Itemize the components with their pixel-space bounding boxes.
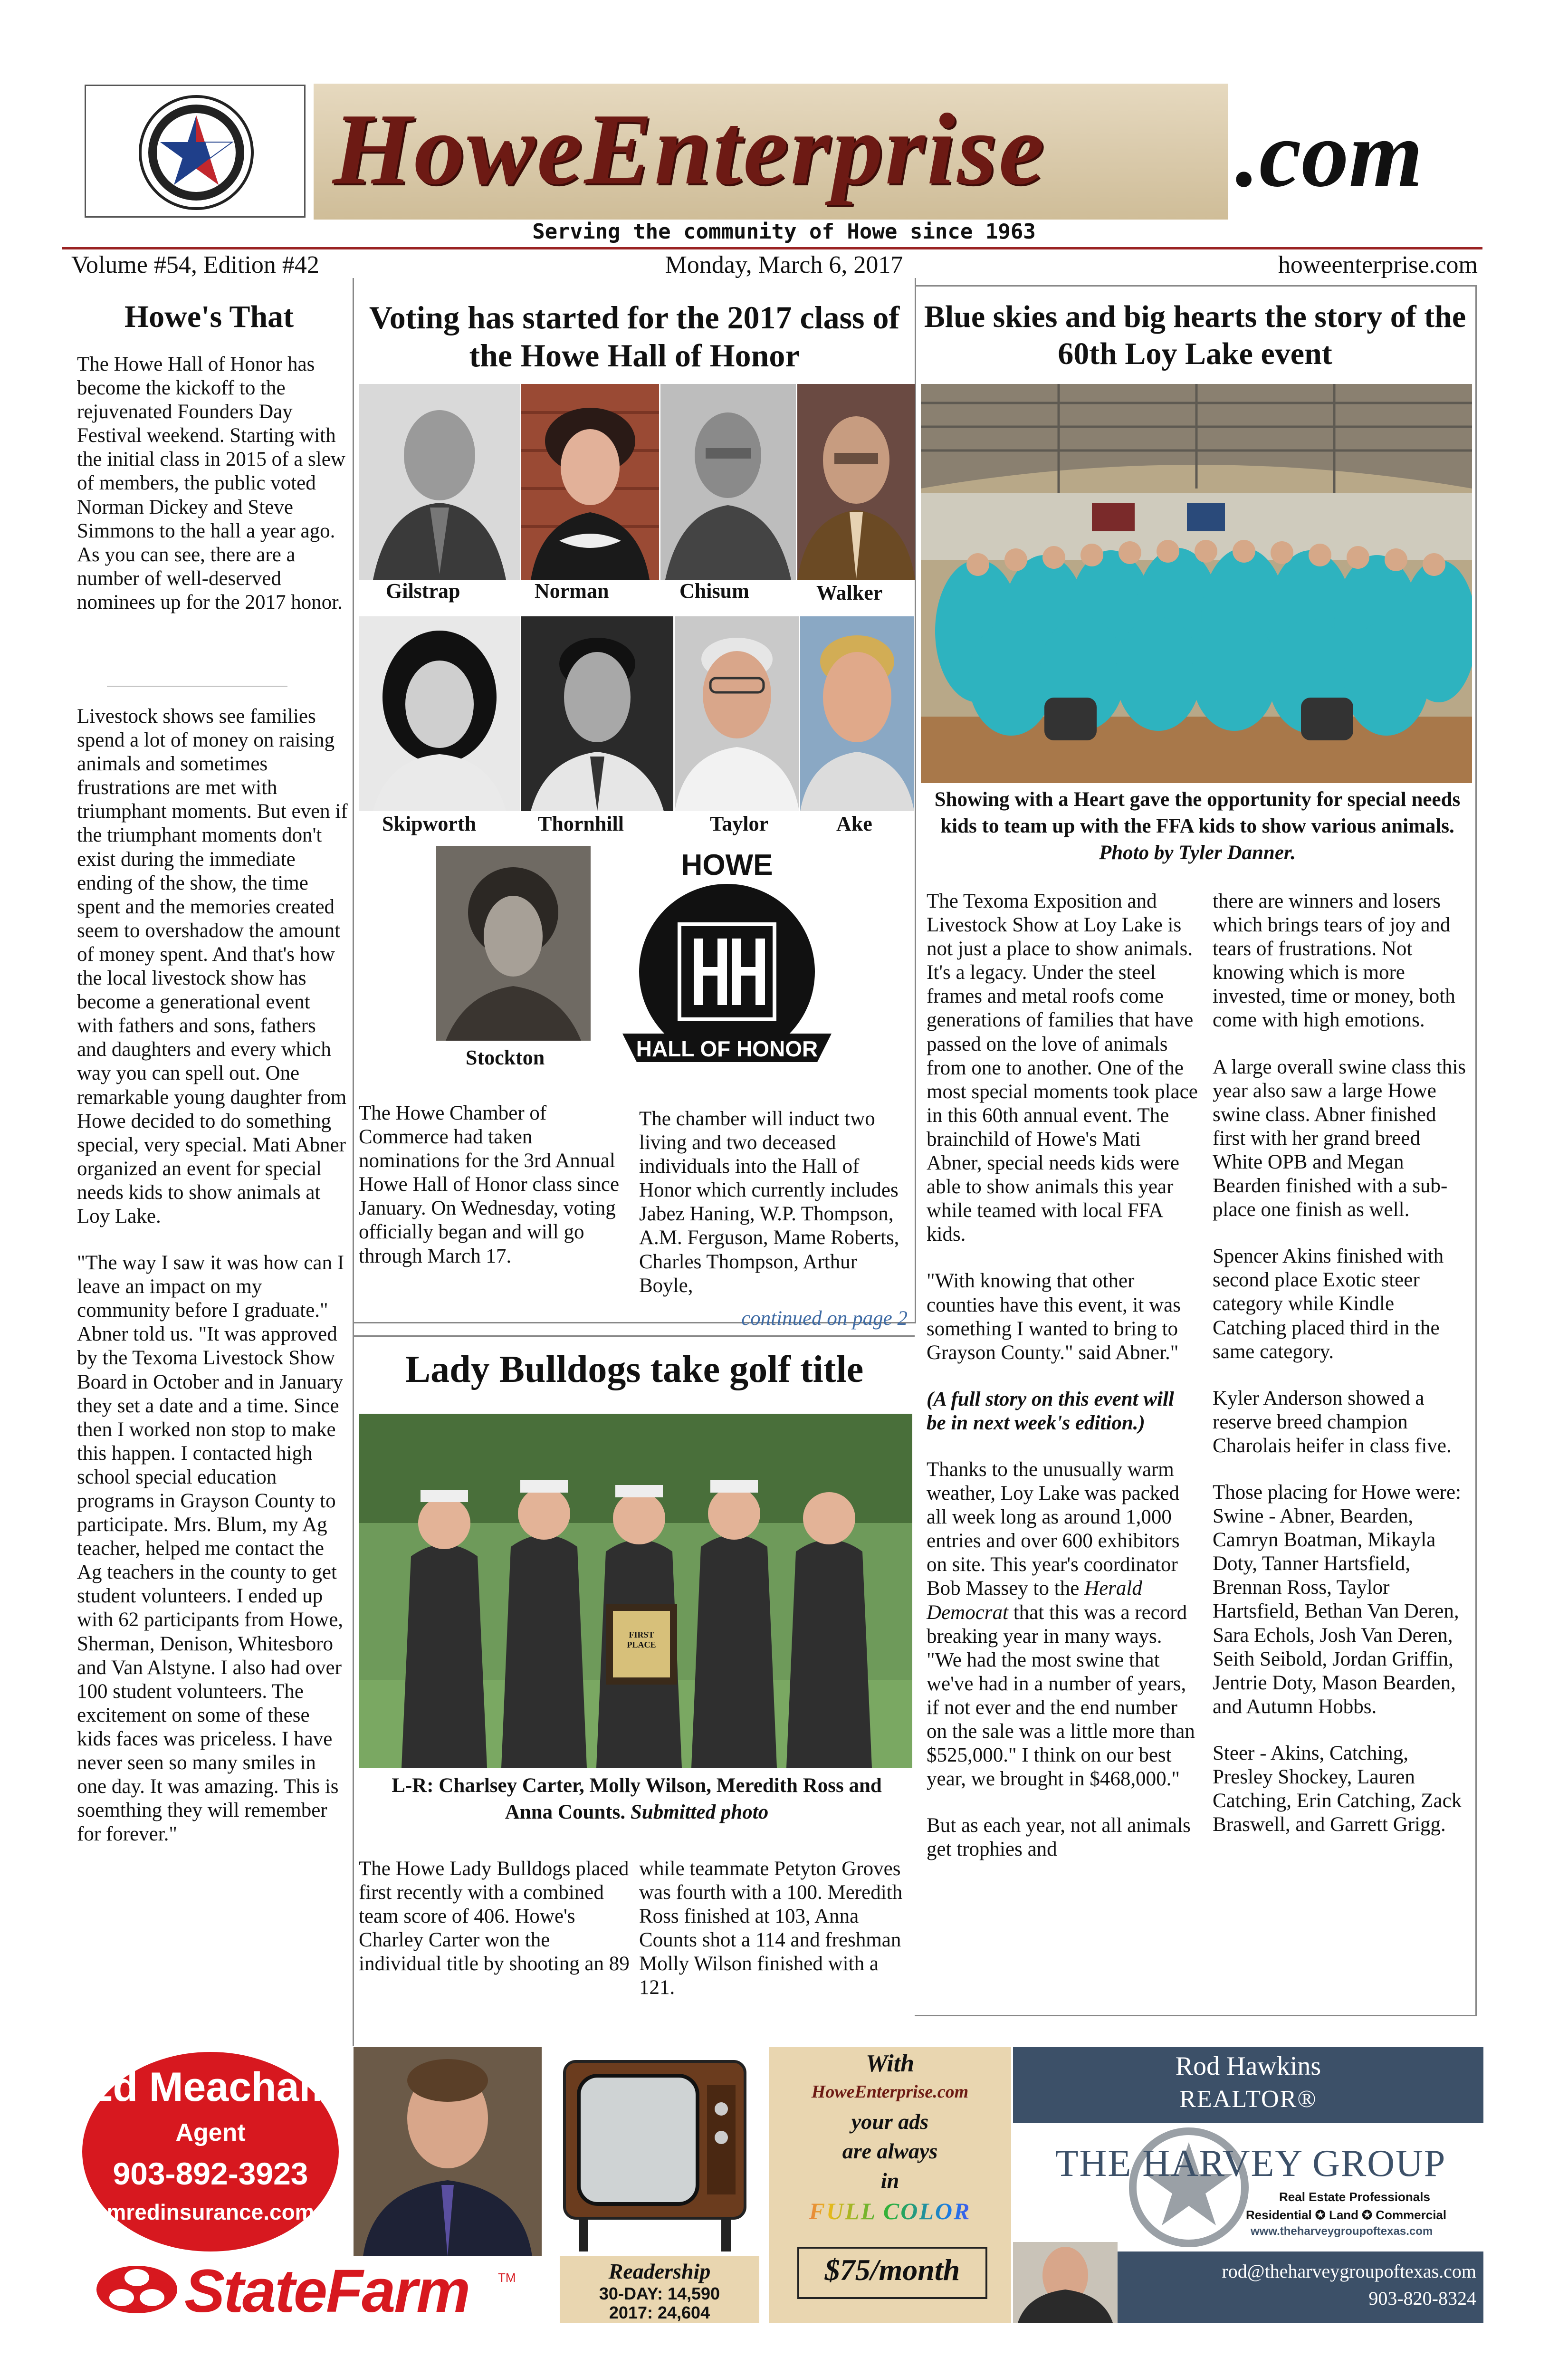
volume-edition: Volume #54, Edition #42 — [71, 251, 319, 278]
hall-logo-top-text: HOWE — [681, 849, 773, 881]
header-rule — [62, 247, 1482, 249]
statefarm-ad[interactable] — [70, 2047, 542, 2323]
vintage-tv-icon — [550, 2047, 759, 2261]
realtor-email[interactable]: rod@theharveygroupoftexas.com — [1222, 2261, 1476, 2282]
agent-name: Ed Meacham — [86, 2064, 335, 2110]
livestock-story-body — [77, 705, 348, 1869]
ad-price: $75/month — [824, 2253, 960, 2287]
promo-line: in — [880, 2168, 899, 2193]
golf-caption-main: L-R: Charlsey Carter, Molly Wilson, Meredith Ross and Anna Counts. — [392, 1774, 882, 1823]
loy-lake-note: (A full story on this event will be in next week's edition.) — [927, 1388, 1174, 1434]
hall-of-honor-col1: The Howe Chamber of Commerce had taken nominations for the 3rd Annual Howe Hall of Honor class since January. On Wednesday, voting officially began and will go through March 17. — [359, 1102, 620, 1267]
agent-phone[interactable]: 903-892-3923 — [113, 2156, 308, 2191]
loy-lake-paragraph-part: that this was a record breaking year in many ways. "We had the most swine that we've had in a number of years, if not ever and the end number on the sale was a little more than $525,000." I think on our best year, we brought in $468,000." — [927, 1601, 1195, 1791]
hall-of-honor-col2: The chamber will induct two living and two deceased individuals into the Hall of Honor which currently includes Jabez Haning, W.P. Thompson, A.M. Ferguson, Mame Roberts, Charles Thompson, Arthur Boyle, — [639, 1108, 899, 1297]
promo-full-color: FULL COLOR — [769, 2197, 1011, 2225]
site-link[interactable]: howeenterprise.com — [1278, 251, 1478, 278]
realtor-website[interactable]: www.theharveygroupoftexas.com — [1251, 2225, 1433, 2238]
nominee-label: Ake — [836, 812, 872, 835]
golf-caption-credit: Submitted photo — [630, 1801, 769, 1823]
readership-stat: 2017: 24,604 — [609, 2303, 710, 2322]
nominee-label: Stockton — [466, 1046, 545, 1069]
nominee-photo-norman — [521, 384, 659, 580]
promo-site: HoweEnterprise.com — [811, 2082, 969, 2102]
howes-that-headline: Howe's That — [124, 299, 294, 334]
readership-stat: 30-DAY: 14,590 — [599, 2284, 720, 2303]
herald-democrat-ref: Herald Democrat — [927, 1577, 1142, 1624]
golf-headline: Lady Bulldogs take golf title — [405, 1349, 864, 1390]
nominee-photo-walker — [797, 384, 915, 580]
hall-logo-banner-text: HALL OF HONOR — [636, 1036, 818, 1061]
loy-lake-paragraph: there are winners and losers which brings tears of joy and tears of frustrations. Not knowing which is more invested, time or money, both come with high emotions. — [1213, 890, 1455, 1032]
realtor-tagline: Real Estate Professionals — [1279, 2190, 1430, 2204]
golf-team-photo — [359, 1414, 912, 1768]
nominee-label: Walker — [816, 581, 883, 604]
realtor-tagline: Residential ✪ Land ✪ Commercial — [1246, 2208, 1447, 2222]
promo-line: are always — [842, 2139, 938, 2163]
box-rule — [915, 2015, 1477, 2016]
trademark-mark: TM — [498, 2271, 516, 2285]
realtor-photo — [1013, 2242, 1118, 2323]
town-seal-logo — [86, 86, 307, 219]
town-seal-box — [85, 85, 306, 218]
promo-line: your ads — [851, 2109, 929, 2134]
nominee-label: Skipworth — [382, 812, 477, 835]
abner-quote-paragraph: "The way I saw it was how can I leave an impact on my community before I graduate." Abner told us. "It was approved by the Texoma Livestock Show Board in October and in January they set a date and a time. Since then I worked non stop to make this happen. I contacted high school special education programs in Grayson County to participate. Mrs. Blum, my Ag teacher, helped me contact the Ag teachers in the county to get student volunteers. I ended up with 62 participants from Howe, Sherman, Denison, Whitesboro and Van Alstyne. I also had over 100 student volunteers. The excitement on some of these kids faces was priceless. I have never seen so many smiles in one day. It was amazing. This is soemthing they will remember for forever." — [77, 1252, 344, 1846]
masthead-dotcom: .com — [1235, 102, 1423, 207]
nominee-photo-ake — [800, 616, 914, 811]
loy-lake-paragraph: Steer - Akins, Catching, Presley Shockey, Lauren Catching, Erin Catching, Zack Braswell, and Garrett Grigg. — [1213, 1742, 1462, 1836]
readership-title: Readership — [608, 2259, 711, 2283]
box-rule — [915, 285, 1477, 287]
advertise-promo[interactable] — [550, 2047, 1011, 2323]
howes-that-paragraph: The Howe Hall of Honor has become the kickoff to the rejuvenated Founders Day Festival weekend. Starting with the initial class in 2015 of a slew of members, the public voted Norman Dickey and Steve Simmons to the hall a year ago. As you can see, there are a number of well-deserved nominees up for the 2017 honor. — [77, 353, 345, 613]
promo-line: With — [865, 2050, 915, 2077]
realtor-title: REALTOR® — [1179, 2086, 1317, 2113]
loy-lake-headline: Blue skies and big hearts the story of the 60th Loy Lake event — [924, 299, 1466, 371]
realtor-ad[interactable] — [1013, 2047, 1483, 2323]
loy-lake-caption-credit: Photo by Tyler Danner. — [1099, 841, 1296, 864]
hall-of-honor-logo — [613, 843, 841, 1076]
loy-lake-paragraph: Kyler Anderson showed a reserve breed champion Charolais heifer in class five. — [1213, 1387, 1452, 1457]
loy-lake-col1 — [927, 890, 1198, 1884]
loy-lake-col2 — [1213, 890, 1472, 1859]
loy-lake-paragraph: A large overall swine class this year also saw a large Howe swine class. Abner finished first with her grand breed White OPB and Megan Bearden finished with a sub-place one finish as well. — [1213, 1055, 1466, 1221]
realtor-company: THE HARVEY GROUP — [1055, 2143, 1446, 2184]
agent-photo — [354, 2047, 542, 2256]
golf-caption — [366, 1772, 908, 1826]
nominee-photo-gilstrap — [359, 384, 520, 580]
nominee-photo-taylor — [675, 616, 799, 811]
loy-lake-paragraph: The Texoma Exposition and Livestock Show at Loy Lake is not just a place to show animals. It's a legacy. Under the steel frames and metal roofs come generations of families that have passed on the love of animals from one to another. One of the most special moments took place in this 60th annual event. The brainchild of Howe's Mati Abner, special needs kids were able to show animals this year while teamed with local FFA kids. — [927, 890, 1198, 1246]
loy-lake-group-photo — [921, 384, 1472, 783]
loy-lake-caption — [927, 786, 1468, 866]
loy-lake-paragraph: Those placing for Howe were: Swine - Abner, Bearden, Camryn Boatman, Mikayla Doty, Tanner Hartsfield, Brennan Ross, Taylor Hartsfield, Bethan Van Deren, Sara Echols, Josh Van Deren, Seith Seibold, Jordan Griffin, Jentrie Doty, Mason Bearden, and Autumn Hobbs. — [1213, 1481, 1461, 1718]
hall-of-honor-headline: Voting has started for the 2017 class of the Howe Hall of Honor — [369, 299, 900, 374]
nominee-photo-skipworth — [359, 616, 520, 811]
loy-lake-paragraph — [927, 1458, 1198, 1791]
nominee-label: Gilstrap — [386, 579, 460, 603]
statefarm-ovals-icon — [94, 2263, 180, 2316]
masthead-title: HoweEnterprise — [333, 92, 1046, 206]
loy-lake-quote: "With knowing that other counties have this event, it was something I wanted to bring to Grayson County." said Abner." — [927, 1270, 1181, 1364]
loy-lake-paragraph: Spencer Akins finished with second place Exotic steer category while Kindle Catching placed third in the same category. — [1213, 1245, 1444, 1363]
agent-website[interactable]: mredinsurance.com — [106, 2200, 315, 2224]
agent-role: Agent — [175, 2119, 246, 2146]
column-divider — [1475, 285, 1477, 2015]
nominee-photo-thornhill — [521, 616, 673, 811]
golf-col2: while teammate Petyton Groves was fourth with a 100. Meredith Ross finished at 103, Anna Counts shot a 114 and freshman Molly Wilson finished with a 121. — [639, 1858, 903, 1999]
statefarm-wordmark: StateFarm — [184, 2257, 469, 2323]
loy-lake-caption-main: Showing with a Heart gave the opportunity for special needs kids to team up with the FFA kids to show various animals. — [934, 788, 1461, 837]
nominee-label: Chisum — [679, 579, 749, 603]
nominee-photo-chisum — [660, 384, 796, 580]
tagline: Serving the community of Howe since 1963 — [532, 220, 1036, 244]
realtor-phone[interactable]: 903-820-8324 — [1368, 2288, 1476, 2309]
loy-lake-paragraph: But as each year, not all animals get trophies and — [927, 1814, 1191, 1861]
nominee-label: Taylor — [710, 812, 769, 835]
livestock-paragraph: Livestock shows see families spend a lot of money on raising animals and sometimes frustrations are met with triumphant moments. But even if the triumphant moments don't exist during the immediate ending of the show, the time spent and the memories created seem to overshadow the amount of money spent. And that's how the local livestock show has become a generational event with fathers and sons, fathers and daughters and every which way you can spell out. One remarkable young daughter from Howe decided to do something special, very special. Mati Abner organized an event for special needs kids to show animals at Loy Lake. — [77, 705, 348, 1227]
nominee-photo-stockton — [436, 846, 591, 1041]
section-rule — [353, 1335, 915, 1337]
issue-date: Monday, March 6, 2017 — [665, 251, 903, 278]
loy-lake-paragraph-part: Thanks to the unusually warm weather, Loy Lake was packed all week long as around 1,000 entries and over 600 exhibitors on site. This year's coordinator Bob Massey to the — [927, 1458, 1180, 1600]
realtor-name: Rod Hawkins — [1175, 2051, 1321, 2081]
continued-link[interactable]: continued on page 2 — [741, 1307, 908, 1330]
nominee-label: Norman — [535, 579, 609, 603]
column-divider — [353, 278, 354, 2046]
golf-col1: The Howe Lady Bulldogs placed first recently with a combined team score of 406. Howe's Charley Carter won the individual title by shooting an 89 — [359, 1858, 630, 1975]
nominee-label: Thornhill — [538, 812, 624, 835]
section-divider — [107, 686, 287, 687]
plaque-text: FIRST PLACE — [627, 1630, 656, 1649]
howes-that-body — [77, 353, 348, 637]
